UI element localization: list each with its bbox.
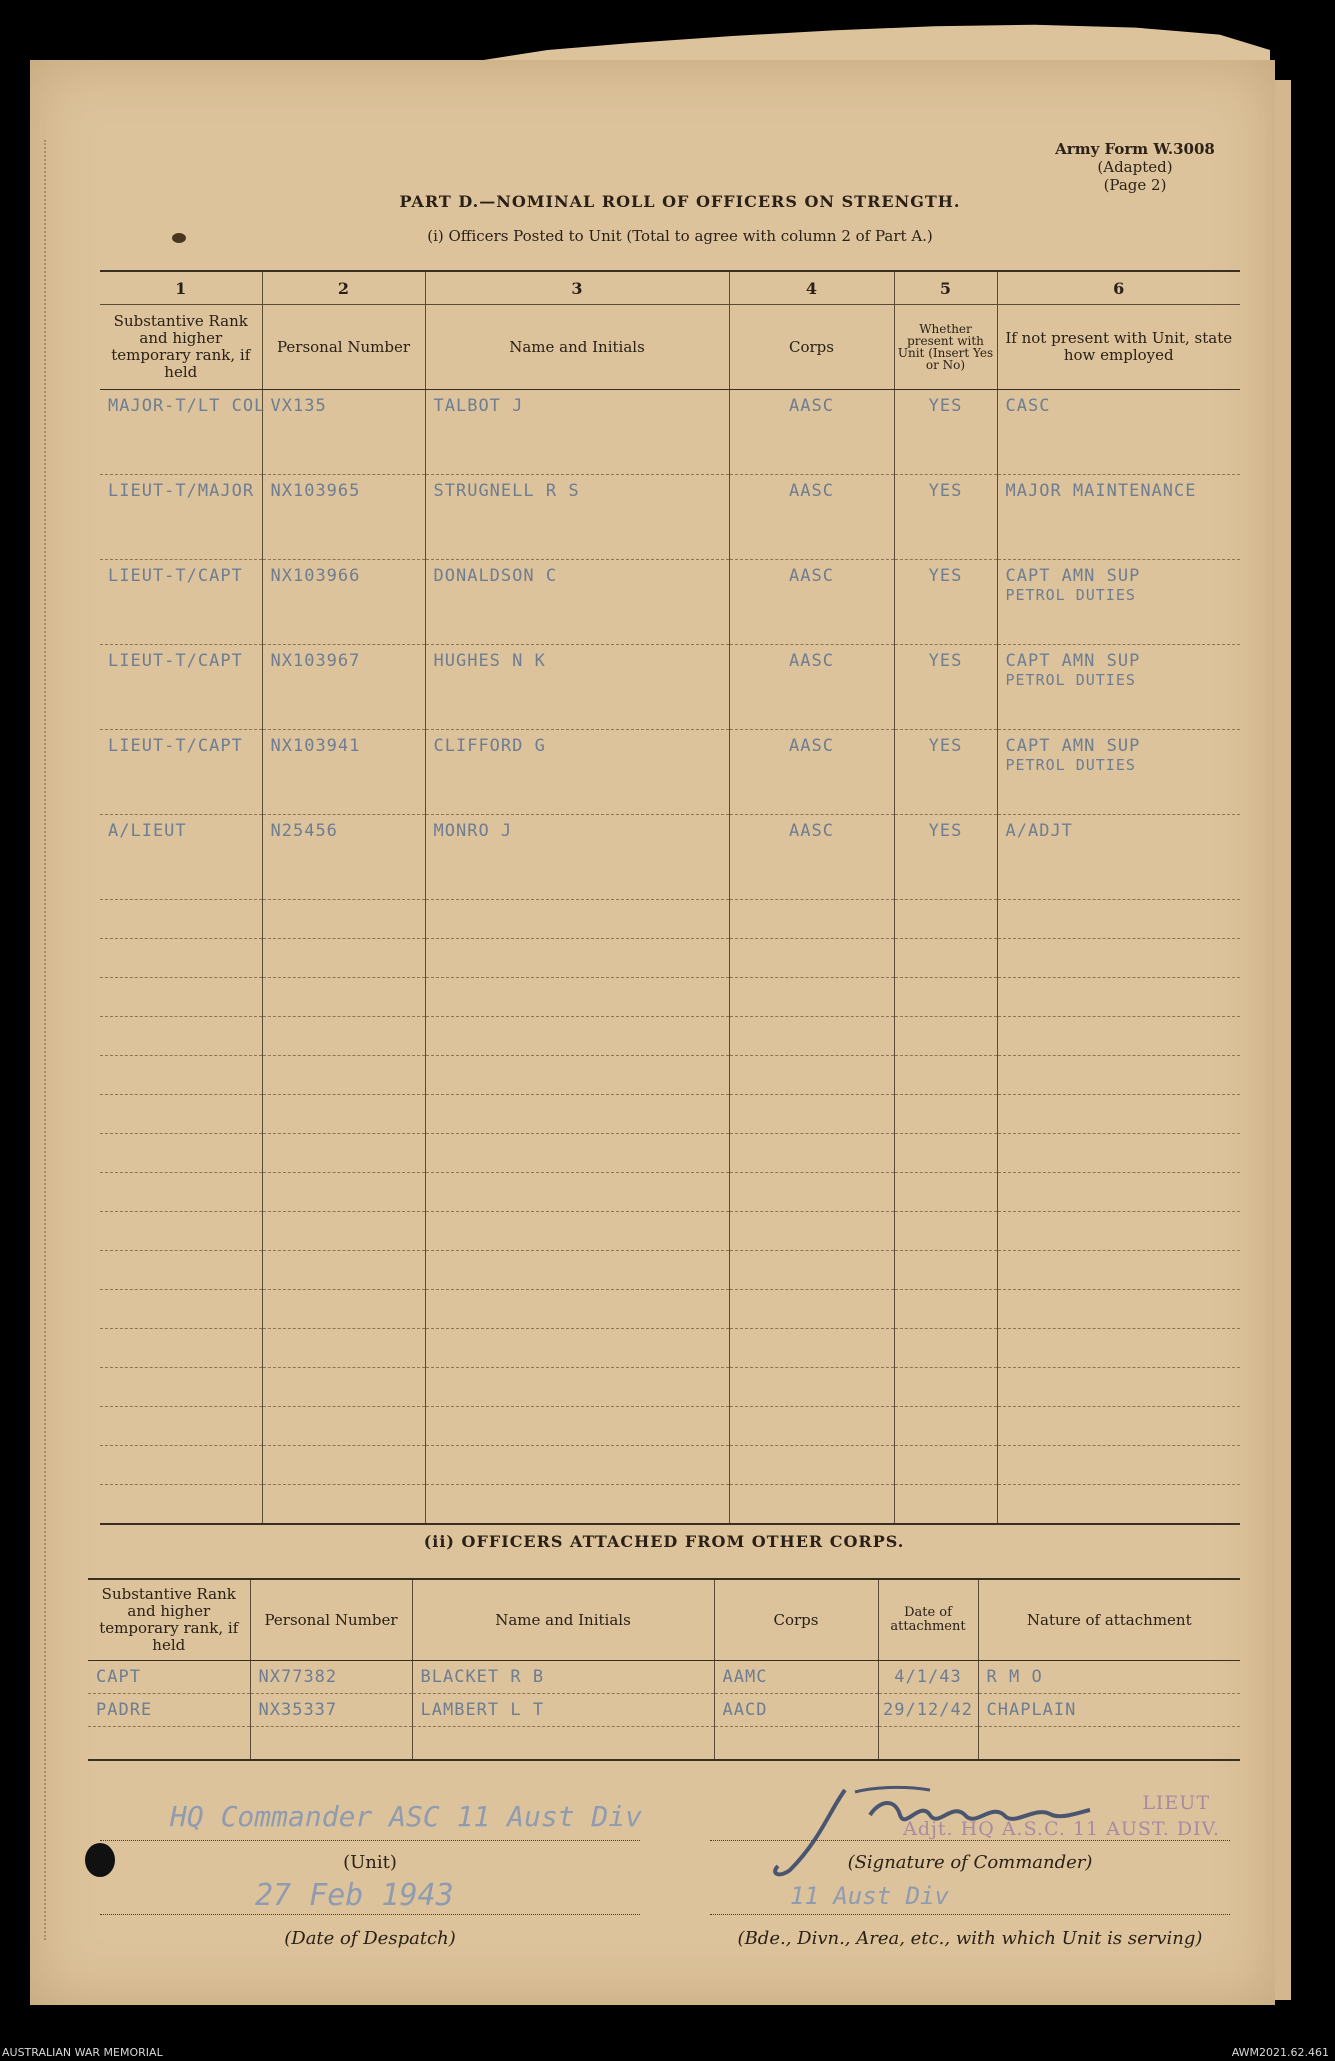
present-cell: YES bbox=[894, 475, 997, 560]
table-row bbox=[100, 730, 1240, 815]
present-cell bbox=[894, 1212, 997, 1251]
rank-cell bbox=[100, 1017, 262, 1056]
table-row bbox=[100, 645, 1240, 730]
personal-number-cell: NX35337 bbox=[250, 1694, 412, 1727]
present-cell bbox=[894, 1446, 997, 1485]
corps-cell bbox=[729, 1329, 894, 1368]
name-cell bbox=[425, 1407, 729, 1446]
table-row bbox=[100, 1056, 1240, 1095]
employed-text: MAJOR MAINTENANCE bbox=[1005, 481, 1197, 501]
table-row bbox=[100, 1212, 1240, 1251]
table-row bbox=[88, 1661, 1240, 1694]
form-number: Army Form W.3008 bbox=[1055, 140, 1215, 158]
present-cell bbox=[894, 1407, 997, 1446]
name-cell: DONALDSON C bbox=[425, 560, 729, 645]
corps-cell bbox=[729, 1017, 894, 1056]
present-cell bbox=[894, 1134, 997, 1173]
formation-label: (Bde., Divn., Area, etc., with which Unit is serving) bbox=[737, 1928, 1203, 1949]
name-cell bbox=[425, 1329, 729, 1368]
personal-number-cell bbox=[262, 1173, 425, 1212]
name-cell bbox=[412, 1727, 714, 1761]
rank-cell: LIEUT-T/CAPT bbox=[100, 560, 262, 645]
header-nature: Nature of attachment bbox=[978, 1579, 1240, 1661]
employed-cell bbox=[997, 978, 1240, 1017]
employed-cell bbox=[997, 560, 1240, 645]
part-subtitle: (i) Officers Posted to Unit (Total to agree with column 2 of Part A.) bbox=[427, 227, 933, 245]
table-row bbox=[100, 1095, 1240, 1134]
employed-text: CASC bbox=[1005, 396, 1051, 416]
name-cell bbox=[425, 1017, 729, 1056]
name-cell: LAMBERT L T bbox=[412, 1694, 714, 1727]
form-number-block bbox=[1030, 140, 1240, 194]
rank-cell: LIEUT-T/CAPT bbox=[100, 645, 262, 730]
employed-cell bbox=[997, 1017, 1240, 1056]
corps-cell bbox=[729, 1290, 894, 1329]
rank-cell: A/LIEUT bbox=[100, 815, 262, 900]
header-personal-number: Personal Number bbox=[262, 305, 425, 390]
name-cell bbox=[425, 1095, 729, 1134]
personal-number-cell bbox=[262, 1446, 425, 1485]
employed-text: CAPT AMN SUP bbox=[1005, 651, 1141, 671]
personal-number-cell bbox=[262, 1212, 425, 1251]
rank-cell: MAJOR-T/LT COL bbox=[100, 390, 262, 475]
present-cell bbox=[894, 1017, 997, 1056]
personal-number-cell: N25456 bbox=[262, 815, 425, 900]
nature-cell bbox=[978, 1727, 1240, 1761]
name-cell bbox=[425, 1134, 729, 1173]
corps-cell bbox=[729, 1485, 894, 1525]
personal-number-cell bbox=[262, 1017, 425, 1056]
present-cell bbox=[894, 900, 997, 939]
present-cell: YES bbox=[894, 560, 997, 645]
form-adapted: (Adapted) bbox=[1097, 158, 1173, 176]
date-value: 27 Feb 1943 bbox=[255, 1878, 454, 1913]
corps-cell bbox=[729, 1095, 894, 1134]
date-line bbox=[100, 1914, 640, 1915]
rank-cell: LIEUT-T/MAJOR bbox=[100, 475, 262, 560]
rank-cell bbox=[100, 1095, 262, 1134]
unit-label: (Unit) bbox=[343, 1852, 397, 1873]
archive-footer bbox=[0, 2045, 1335, 2061]
table-header-row bbox=[100, 305, 1240, 390]
rank-cell bbox=[100, 1056, 262, 1095]
rank-cell: LIEUT-T/CAPT bbox=[100, 730, 262, 815]
name-cell: MONRO J bbox=[425, 815, 729, 900]
name-cell bbox=[425, 1251, 729, 1290]
corps-cell bbox=[729, 1368, 894, 1407]
nature-cell: R M O bbox=[978, 1661, 1240, 1694]
name-cell bbox=[425, 1056, 729, 1095]
personal-number-cell: NX103965 bbox=[262, 475, 425, 560]
header-rank: Substantive Rank and higher temporary rank, if held bbox=[88, 1579, 250, 1661]
present-cell bbox=[894, 1485, 997, 1525]
employed-cell bbox=[997, 1056, 1240, 1095]
name-cell bbox=[425, 939, 729, 978]
table-row bbox=[100, 1368, 1240, 1407]
rank-cell: PADRE bbox=[88, 1694, 250, 1727]
name-cell bbox=[425, 1212, 729, 1251]
archive-reference: AWM2021.62.461 bbox=[1231, 2046, 1329, 2059]
name-cell: CLIFFORD G bbox=[425, 730, 729, 815]
column-number: 5 bbox=[894, 271, 997, 305]
employed-cell bbox=[997, 1446, 1240, 1485]
present-cell bbox=[894, 1290, 997, 1329]
nature-cell: CHAPLAIN bbox=[978, 1694, 1240, 1727]
employed-cell bbox=[997, 939, 1240, 978]
column-number: 2 bbox=[262, 271, 425, 305]
column-number-row bbox=[100, 271, 1240, 305]
personal-number-cell bbox=[262, 1329, 425, 1368]
attached-table-body bbox=[88, 1661, 1240, 1761]
table-row bbox=[88, 1727, 1240, 1761]
signature-line bbox=[710, 1840, 1230, 1841]
corps-cell bbox=[729, 1056, 894, 1095]
corps-cell bbox=[729, 1134, 894, 1173]
name-cell bbox=[425, 1173, 729, 1212]
employed-cell bbox=[997, 390, 1240, 475]
header-name: Name and Initials bbox=[412, 1579, 714, 1661]
formation-line bbox=[710, 1914, 1230, 1915]
employed-cell bbox=[997, 1134, 1240, 1173]
corps-cell bbox=[729, 978, 894, 1017]
corps-cell bbox=[729, 1407, 894, 1446]
rank-cell bbox=[100, 939, 262, 978]
column-number: 1 bbox=[100, 271, 262, 305]
corps-cell: AASC bbox=[729, 475, 894, 560]
table-row bbox=[100, 1134, 1240, 1173]
employed-text-line2: PETROL DUTIES bbox=[1005, 756, 1136, 774]
rank-cell bbox=[100, 1485, 262, 1525]
employed-cell bbox=[997, 1368, 1240, 1407]
present-cell bbox=[894, 1251, 997, 1290]
header-present: Whether present with Unit (Insert Yes or No) bbox=[894, 305, 997, 390]
personal-number-cell bbox=[262, 978, 425, 1017]
employed-cell bbox=[997, 475, 1240, 560]
table-row bbox=[100, 1173, 1240, 1212]
corps-cell: AASC bbox=[729, 560, 894, 645]
header-employed: If not present with Unit, state how employed bbox=[997, 305, 1240, 390]
personal-number-cell bbox=[262, 1368, 425, 1407]
table-row bbox=[100, 1290, 1240, 1329]
employed-cell bbox=[997, 1212, 1240, 1251]
rank-cell bbox=[100, 1173, 262, 1212]
form-page: (Page 2) bbox=[1103, 176, 1167, 194]
table-row bbox=[100, 475, 1240, 560]
officers-posted-table bbox=[100, 270, 1240, 1525]
rank-cell bbox=[88, 1727, 250, 1761]
rank-cell bbox=[100, 1134, 262, 1173]
officers-attached-table bbox=[88, 1578, 1240, 1761]
present-cell bbox=[894, 1095, 997, 1134]
present-cell bbox=[894, 939, 997, 978]
corps-cell: AASC bbox=[729, 390, 894, 475]
personal-number-cell bbox=[262, 1134, 425, 1173]
present-cell bbox=[894, 1329, 997, 1368]
employed-cell bbox=[997, 1251, 1240, 1290]
table-row bbox=[100, 978, 1240, 1017]
employed-cell bbox=[997, 815, 1240, 900]
corps-cell: AACD bbox=[714, 1694, 878, 1727]
employed-cell bbox=[997, 1329, 1240, 1368]
table-row bbox=[100, 560, 1240, 645]
employed-cell bbox=[997, 1290, 1240, 1329]
corps-cell: AASC bbox=[729, 645, 894, 730]
employed-text: A/ADJT bbox=[1005, 821, 1073, 841]
header-corps: Corps bbox=[714, 1579, 878, 1661]
header-rank: Substantive Rank and higher temporary rank, if held bbox=[100, 305, 262, 390]
corps-cell: AAMC bbox=[714, 1661, 878, 1694]
perforation-line bbox=[44, 140, 46, 1940]
employed-text: CAPT AMN SUP bbox=[1005, 566, 1141, 586]
table-header-row bbox=[88, 1579, 1240, 1661]
corps-cell bbox=[729, 1446, 894, 1485]
employed-cell bbox=[997, 1095, 1240, 1134]
personal-number-cell bbox=[262, 1056, 425, 1095]
table-row bbox=[100, 1407, 1240, 1446]
header-date: Date of attachment bbox=[878, 1579, 978, 1661]
name-cell bbox=[425, 1485, 729, 1525]
column-number: 3 bbox=[425, 271, 729, 305]
header-personal-number: Personal Number bbox=[250, 1579, 412, 1661]
corps-cell bbox=[729, 1212, 894, 1251]
corps-cell bbox=[714, 1727, 878, 1761]
archive-name: AUSTRALIAN WAR MEMORIAL bbox=[2, 2046, 163, 2059]
personal-number-cell bbox=[262, 1407, 425, 1446]
rank-cell: CAPT bbox=[88, 1661, 250, 1694]
table-row bbox=[100, 939, 1240, 978]
stamp-unit: Adjt. HQ A.S.C. 11 AUST. DIV. bbox=[903, 1818, 1220, 1840]
personal-number-cell: VX135 bbox=[262, 390, 425, 475]
personal-number-cell: NX103967 bbox=[262, 645, 425, 730]
corps-cell bbox=[729, 939, 894, 978]
name-cell: TALBOT J bbox=[425, 390, 729, 475]
personal-number-cell bbox=[262, 1095, 425, 1134]
present-cell bbox=[894, 1173, 997, 1212]
present-cell: YES bbox=[894, 730, 997, 815]
personal-number-cell bbox=[262, 1485, 425, 1525]
unit-line bbox=[100, 1840, 640, 1841]
attached-title: (ii) OFFICERS ATTACHED FROM OTHER CORPS. bbox=[423, 1532, 905, 1551]
rank-cell bbox=[100, 1290, 262, 1329]
personal-number-cell bbox=[262, 939, 425, 978]
personal-number-cell bbox=[250, 1727, 412, 1761]
name-cell: HUGHES N K bbox=[425, 645, 729, 730]
rank-cell bbox=[100, 1329, 262, 1368]
present-cell bbox=[894, 978, 997, 1017]
personal-number-cell bbox=[262, 1290, 425, 1329]
header-corps: Corps bbox=[729, 305, 894, 390]
column-number: 4 bbox=[729, 271, 894, 305]
employed-cell bbox=[997, 900, 1240, 939]
employed-cell bbox=[997, 730, 1240, 815]
employed-text-line2: PETROL DUTIES bbox=[1005, 586, 1136, 604]
employed-cell bbox=[997, 645, 1240, 730]
header-name: Name and Initials bbox=[425, 305, 729, 390]
name-cell: STRUGNELL R S bbox=[425, 475, 729, 560]
table-row bbox=[100, 815, 1240, 900]
signature-label: (Signature of Commander) bbox=[847, 1852, 1093, 1873]
personal-number-cell: NX77382 bbox=[250, 1661, 412, 1694]
employed-text: CAPT AMN SUP bbox=[1005, 736, 1141, 756]
name-cell bbox=[425, 978, 729, 1017]
date-cell: 29/12/42 bbox=[878, 1694, 978, 1727]
present-cell: YES bbox=[894, 815, 997, 900]
employed-cell bbox=[997, 1173, 1240, 1212]
present-cell: YES bbox=[894, 390, 997, 475]
name-cell bbox=[425, 900, 729, 939]
table-row bbox=[100, 900, 1240, 939]
column-number: 6 bbox=[997, 271, 1240, 305]
date-label: (Date of Despatch) bbox=[284, 1928, 456, 1949]
present-cell bbox=[894, 1056, 997, 1095]
rank-cell bbox=[100, 1407, 262, 1446]
corps-cell: AASC bbox=[729, 815, 894, 900]
employed-text-line2: PETROL DUTIES bbox=[1005, 671, 1136, 689]
name-cell: BLACKET R B bbox=[412, 1661, 714, 1694]
personal-number-cell bbox=[262, 1251, 425, 1290]
part-title: PART D.—NOMINAL ROLL OF OFFICERS ON STRENGTH. bbox=[399, 192, 961, 211]
corps-cell: AASC bbox=[729, 730, 894, 815]
table-row bbox=[100, 1446, 1240, 1485]
rank-cell bbox=[100, 1446, 262, 1485]
employed-cell bbox=[997, 1407, 1240, 1446]
unit-value: HQ Commander ASC 11 Aust Div bbox=[170, 1800, 643, 1833]
corps-cell bbox=[729, 1173, 894, 1212]
name-cell bbox=[425, 1446, 729, 1485]
table-row bbox=[100, 1017, 1240, 1056]
rank-cell bbox=[100, 1212, 262, 1251]
formation-value: 11 Aust Div bbox=[790, 1882, 949, 1910]
corps-cell bbox=[729, 900, 894, 939]
rank-cell bbox=[100, 978, 262, 1017]
personal-number-cell: NX103966 bbox=[262, 560, 425, 645]
personal-number-cell: NX103941 bbox=[262, 730, 425, 815]
stamp-rank: LIEUT bbox=[1142, 1792, 1210, 1814]
employed-cell bbox=[997, 1485, 1240, 1525]
name-cell bbox=[425, 1290, 729, 1329]
table-row bbox=[100, 390, 1240, 475]
table-row bbox=[88, 1694, 1240, 1727]
table-row bbox=[100, 1485, 1240, 1525]
date-cell: 4/1/43 bbox=[878, 1661, 978, 1694]
rank-cell bbox=[100, 900, 262, 939]
rank-cell bbox=[100, 1251, 262, 1290]
personal-number-cell bbox=[262, 900, 425, 939]
present-cell: YES bbox=[894, 645, 997, 730]
table-row bbox=[100, 1329, 1240, 1368]
rank-cell bbox=[100, 1368, 262, 1407]
present-cell bbox=[894, 1368, 997, 1407]
date-cell bbox=[878, 1727, 978, 1761]
table-row bbox=[100, 1251, 1240, 1290]
corps-cell bbox=[729, 1251, 894, 1290]
posted-table-body bbox=[100, 390, 1240, 1525]
name-cell bbox=[425, 1368, 729, 1407]
